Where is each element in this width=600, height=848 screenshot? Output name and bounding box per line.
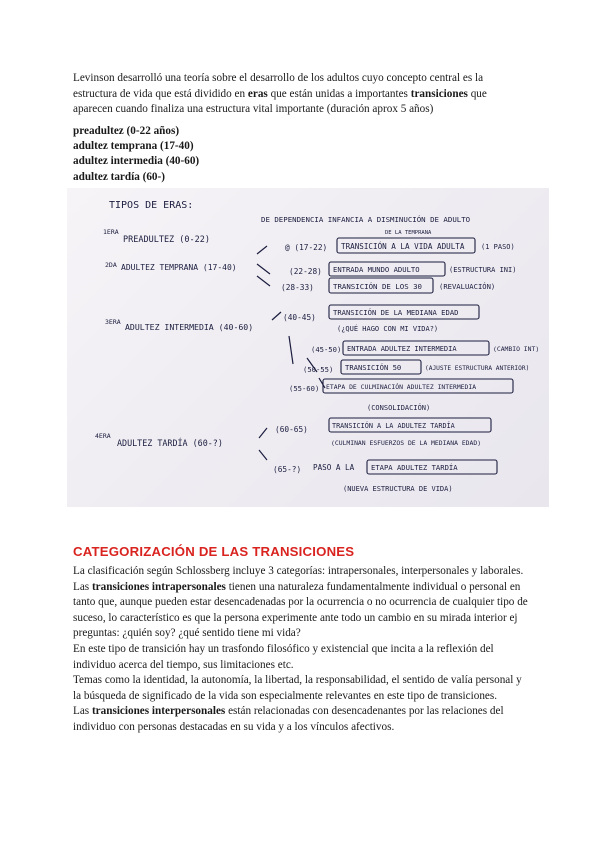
- paragraph-themes: Temas como la identidad, la autonomía, la libertad, la responsabilidad, el sentido de valía personal y la búsqueda de significado de la vida son especialmente relevantes en este tipo de transiciones.: [73, 674, 522, 702]
- era3-label: ADULTEZ INTERMEDIA (40-60): [125, 322, 254, 332]
- t8-box-text: TRANSICIÓN A LA ADULTEZ TARDÍA: [332, 422, 455, 430]
- era3-ticks: [289, 336, 325, 388]
- era3-number: 3ERA: [105, 318, 121, 326]
- era1-number: 1ERA: [103, 228, 119, 236]
- paragraph-interpersonal: [73, 704, 528, 735]
- t1-range: @ (17-22): [285, 243, 328, 252]
- t7-box-text: ETAPA DE CULMINACIÓN ADULTEZ INTERMEDIA: [326, 383, 477, 391]
- handwritten-notes-drawing: [67, 188, 549, 507]
- t9-range: (65-?): [273, 465, 302, 474]
- section-body: [73, 564, 528, 736]
- t5-extra: (CAMBIO INT): [493, 345, 540, 353]
- era3-brace: [272, 312, 281, 320]
- era1-description: DE DEPENDENCIA INFANCIA A DISMINUCIÓN DE ADULTO: [261, 215, 471, 224]
- t1-box-text: TRANSICIÓN A LA VIDA ADULTA: [341, 242, 465, 251]
- t1-note: DE LA TEMPRANA: [385, 230, 432, 236]
- paragraph-philosophical: En este tipo de transición hay un trasfondo filosófico y existencial que incita a la reflexión del individuo acerca del tiempo, sus limitaciones etc.: [73, 642, 494, 671]
- t7-range: (55-60): [289, 384, 320, 393]
- era2-label: ADULTEZ TEMPRANA (17-40): [121, 263, 237, 272]
- t6-box-text: TRANSICIÓN 50: [345, 363, 402, 372]
- t4-range: (40-45): [283, 313, 316, 322]
- era2-brace: [257, 246, 270, 286]
- t1-extra: (1 PASO): [481, 243, 515, 251]
- t2-range: (22-28): [289, 267, 322, 276]
- era-item: preadultez (0-22 años): [73, 125, 180, 137]
- era1-label: PREADULTEZ (0-22): [123, 235, 210, 245]
- t9-pre: PASO A LA: [313, 463, 355, 472]
- era-item: adultez intermedia (40-60): [73, 155, 200, 168]
- t4-note: (¿QUÉ HAGO CON MI VIDA?): [337, 325, 439, 333]
- paragraph-intrapersonal: [73, 580, 528, 642]
- intro-bold-eras: eras: [247, 87, 268, 100]
- t4-box-text: TRANSICIÓN DE LA MEDIANA EDAD: [333, 308, 459, 317]
- t3-box-text: TRANSICIÓN DE LOS 30: [333, 282, 422, 291]
- era2-number: 2DA: [105, 261, 117, 269]
- t9-box-text: ETAPA ADULTEZ TARDÍA: [371, 463, 458, 472]
- section-heading: CATEGORIZACIÓN DE LAS TRANSICIONES: [73, 544, 355, 559]
- t9-note: (NUEVA ESTRUCTURA DE VIDA): [343, 485, 453, 493]
- t5-box-text: ENTRADA ADULTEZ INTERMEDIA: [347, 345, 457, 353]
- intro-text-2: que están unidas a importantes: [267, 87, 411, 100]
- p2-prefix: Las: [73, 580, 92, 593]
- t8-range: (60-65): [275, 425, 308, 434]
- p5-bold-term: transiciones interpersonales: [91, 705, 226, 718]
- intro-paragraph: [73, 71, 525, 118]
- handwritten-notes-photo: [67, 188, 549, 507]
- p2-bold-term: transiciones intrapersonales: [91, 580, 226, 593]
- t3-range: (28-33): [281, 283, 314, 292]
- t7-note: (CONSOLIDACIÓN): [367, 404, 431, 412]
- t6-range: (50-55): [303, 365, 334, 374]
- notes-title: TIPOS DE ERAS:: [109, 200, 194, 211]
- era4-number: 4ERA: [95, 432, 111, 440]
- intro-text-3: que aparecen cuando finaliza una estructura vital importante (duración aprox 5 años): [73, 87, 487, 116]
- era-item: adultez tardía (60-): [73, 170, 165, 183]
- era4-label: ADULTEZ TARDÍA (60-?): [117, 438, 223, 448]
- t3-extra: (REVALUACIÓN): [439, 282, 496, 291]
- p5-rest: están relacionadas con desencadenantes por las relaciones del individuo con personas destacadas en su vida y a los vínculos afectivos.: [73, 705, 504, 733]
- t2-extra: (ESTRUCTURA INI): [449, 266, 517, 274]
- p5-prefix: Las: [73, 705, 92, 718]
- intro-bold-transiciones: transiciones: [410, 87, 468, 100]
- t5-range: (45-50): [311, 345, 342, 354]
- intro-text-1: Levinson desarrolló una teoría sobre el desarrollo de los adultos cuyo concepto central es la estructura de vida que está dividido en: [73, 72, 484, 100]
- eras-list: [73, 124, 199, 185]
- paragraph-classification: La clasificación según Schlossberg incluye 3 categorías: intrapersonales, interpersonales y laborales.: [73, 565, 524, 577]
- t2-box-text: ENTRADA MUNDO ADULTO: [333, 265, 420, 274]
- era-item: adultez temprana (17-40): [73, 140, 194, 153]
- era4-brace: [259, 428, 267, 460]
- p2-rest: tienen una naturaleza fundamentalmente individual o personal en tanto que, aunque pueden estar desencadenadas por la ocurrencia o no ocurrencia de cualquier tipo de suceso, lo característico es que la persona experimente ante todo un cambio en su mirada interior ej preguntas: ¿quién soy? ¿qué sentido tiene mi vida?: [73, 580, 528, 640]
- t6-extra: (AJUSTE ESTRUCTURA ANTERIOR): [425, 365, 530, 372]
- t8-note: (CULMINAN ESFUERZOS DE LA MEDIANA EDAD): [331, 439, 482, 447]
